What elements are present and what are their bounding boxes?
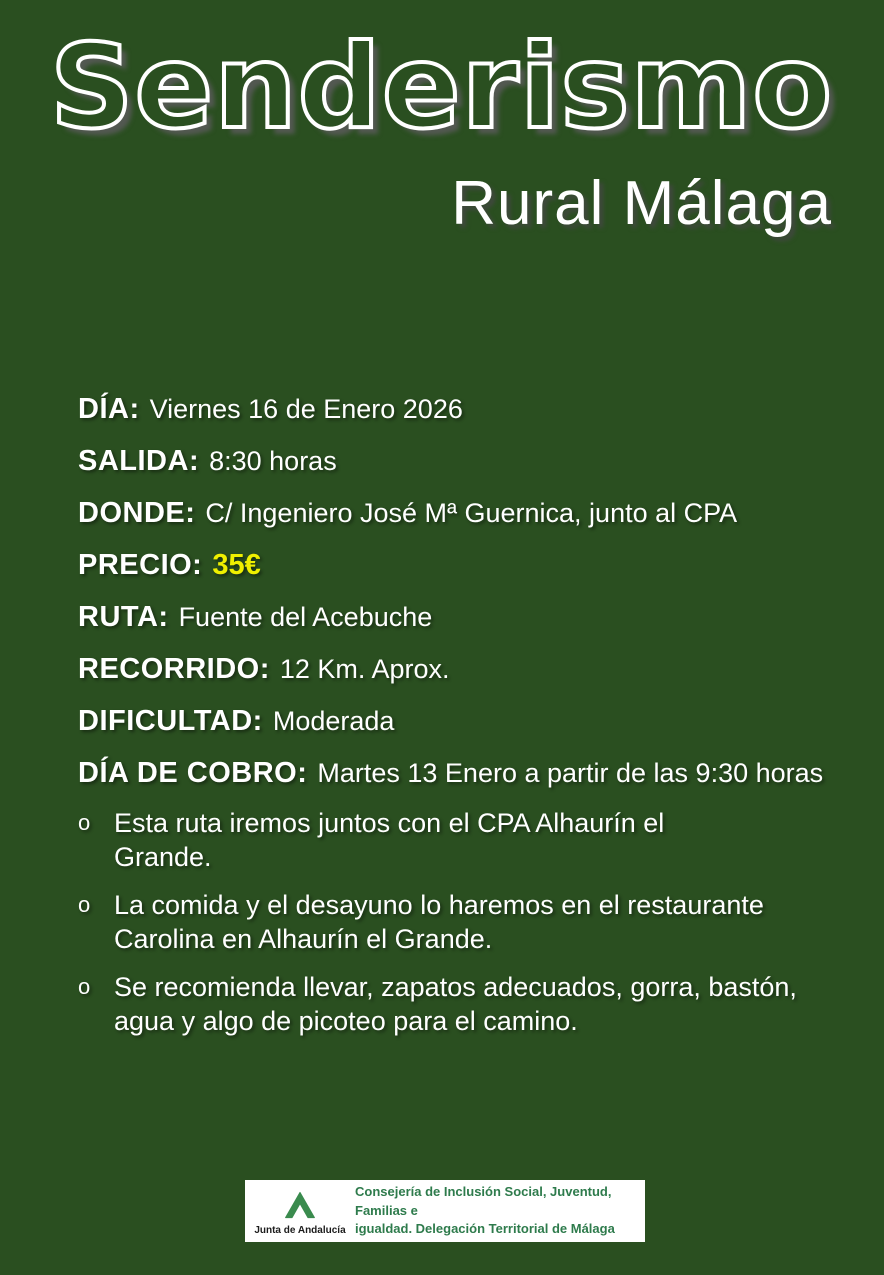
junta-andalucia-logo-icon [283, 1191, 317, 1224]
footer-org-text [355, 1183, 645, 1240]
bullet-line: Se recomienda llevar, zapatos adecuados, gorra, bastón, [114, 972, 797, 1002]
list-item [78, 888, 850, 956]
bullet-marker: o [78, 892, 91, 917]
footer-org-line: igualdad. Delegación Territorial de Málaga [355, 1221, 615, 1237]
bullet-line: La comida y el desayuno lo haremos en el restaurante [114, 890, 764, 920]
detail-row-salida [78, 444, 858, 483]
detail-row-ruta [78, 600, 858, 639]
detail-label: PRECIO: [78, 549, 203, 581]
detail-value: 8:30 horas [209, 446, 337, 476]
bullet-line: Esta ruta iremos juntos con el CPA Alhaurín el [114, 808, 665, 838]
detail-label: DÍA DE COBRO: [78, 757, 308, 789]
bullet-line: Grande. [114, 842, 212, 872]
list-item [78, 970, 850, 1038]
detail-label: DÍA: [78, 393, 140, 425]
detail-value: Moderada [272, 706, 395, 736]
footer-org-line: Consejería de Inclusión Social, Juventud, Familias e [355, 1183, 612, 1218]
detail-row-recorrido [78, 652, 858, 691]
detail-label: SALIDA: [78, 445, 200, 477]
footer-logo-box [245, 1180, 645, 1242]
bullet-line: agua y algo de picoteo para el camino. [114, 1006, 578, 1036]
detail-value: Viernes 16 de Enero 2026 [149, 394, 463, 424]
detail-value: Martes 13 Enero a partir de las 9:30 horas [317, 758, 824, 788]
bullet-text [114, 806, 664, 874]
detail-row-dia [78, 392, 858, 431]
detail-label: RUTA: [78, 601, 169, 633]
notes-list [78, 806, 850, 1052]
event-details [78, 392, 858, 808]
detail-label: DONDE: [78, 497, 196, 529]
detail-row-donde [78, 496, 858, 535]
list-item [78, 806, 850, 874]
detail-value: Fuente del Acebuche [178, 602, 433, 632]
page-title: Senderismo [50, 20, 834, 155]
bullet-text [114, 970, 797, 1038]
detail-value: 12 Km. Aprox. [279, 654, 450, 684]
detail-value-price: 35€ [212, 549, 261, 581]
detail-row-dificultad [78, 704, 858, 743]
junta-logo-block [245, 1187, 355, 1236]
bullet-marker: o [78, 810, 91, 835]
page-subtitle: Rural Málaga [451, 169, 832, 238]
detail-row-dia-de-cobro [78, 756, 858, 795]
detail-label: DIFICULTAD: [78, 705, 263, 737]
detail-value: C/ Ingeniero José Mª Guernica, junto al CPA [205, 498, 738, 528]
bullet-line: Carolina en Alhaurín el Grande. [114, 924, 493, 954]
detail-row-precio [78, 548, 858, 587]
bullet-text [114, 888, 764, 956]
detail-label: RECORRIDO: [78, 653, 270, 685]
junta-logo-caption: Junta de Andalucía [254, 1224, 346, 1236]
bullet-marker: o [78, 974, 91, 999]
